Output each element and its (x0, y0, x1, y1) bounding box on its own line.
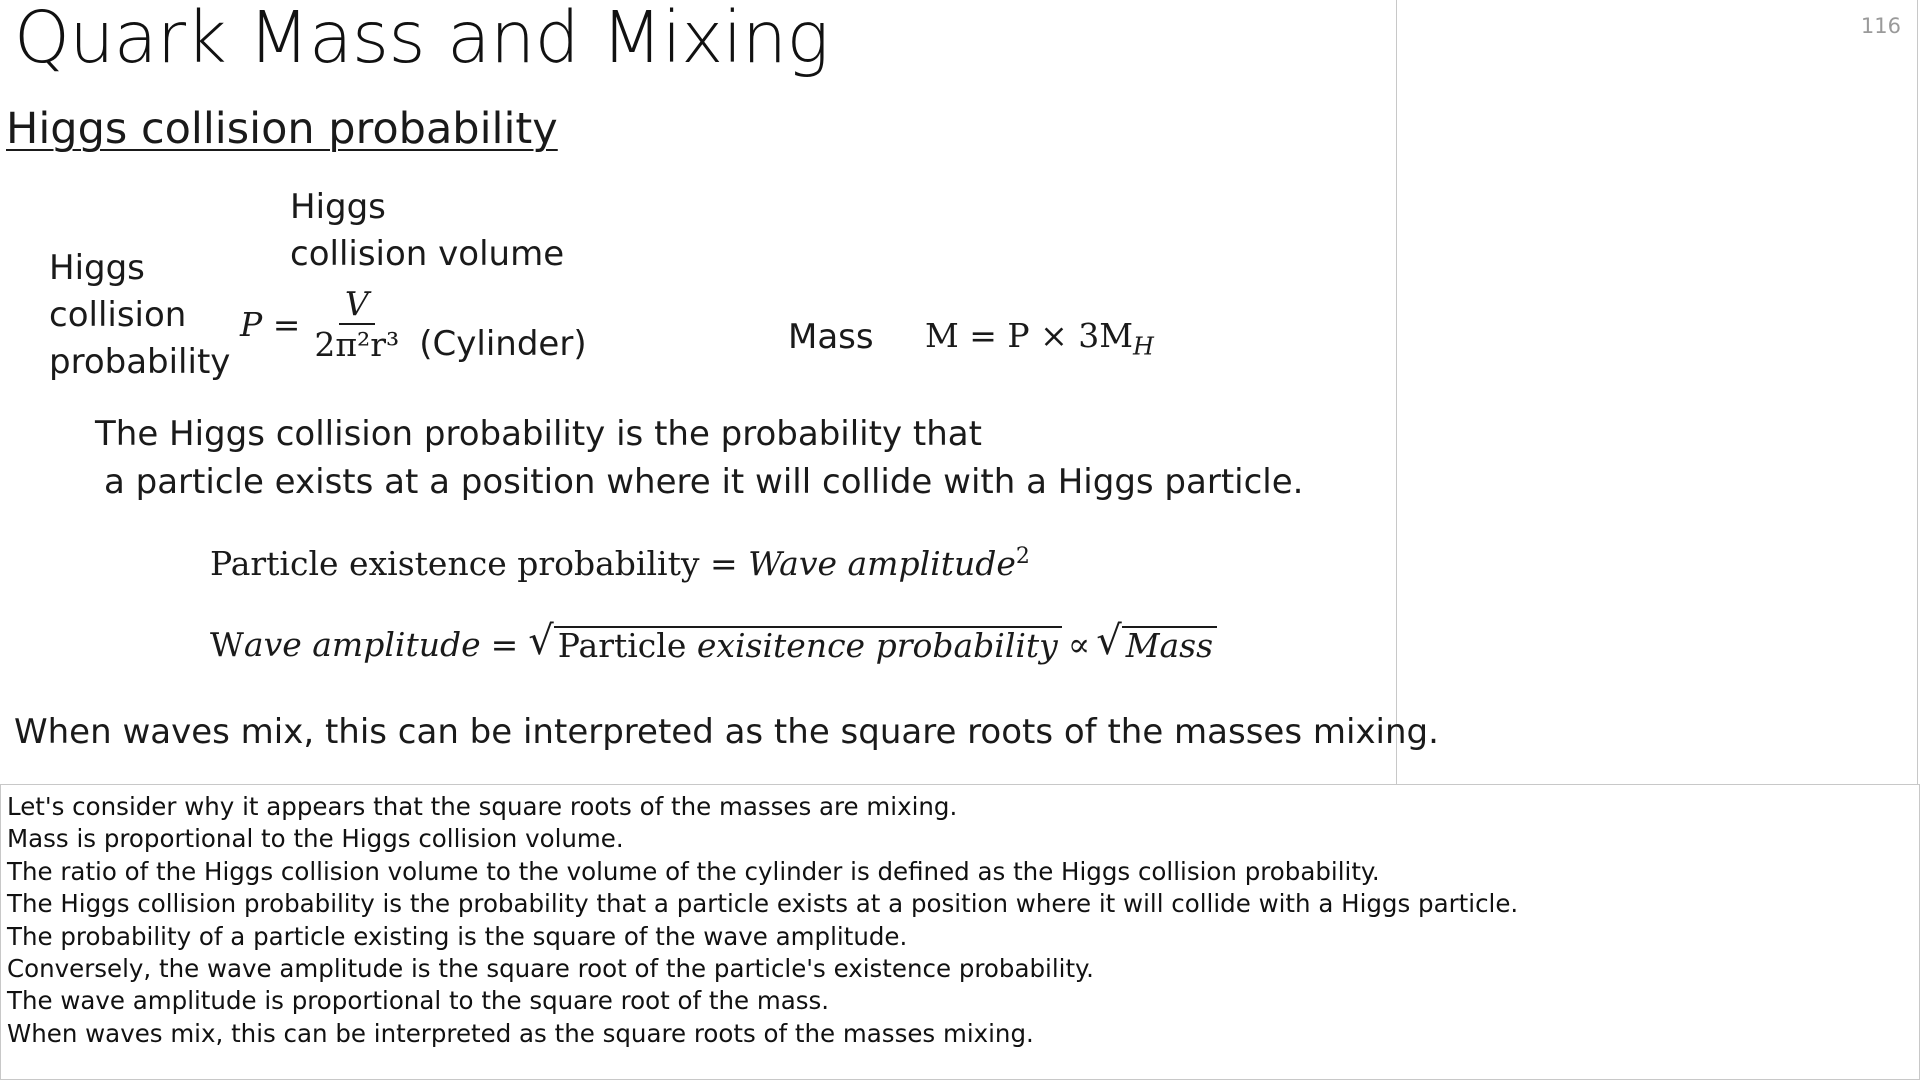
eq1-rhs: Wave amplitude (748, 544, 1016, 583)
existence-probability-equation (210, 544, 1030, 583)
sqrt-symbol: √ (528, 618, 554, 664)
probability-label (49, 245, 230, 386)
mass-equation-sub: H (1133, 332, 1154, 361)
eq-p-note: (Cylinder) (419, 324, 587, 364)
eq-p-numerator: V (339, 284, 375, 325)
probability-label-line1: Higgs (49, 248, 145, 288)
eq2-lhs-rest: ave amplitude (243, 625, 481, 664)
eq2-proportional: ∝ (1067, 625, 1091, 664)
slide-subtitle: Higgs collision probability (6, 104, 558, 154)
eq-p-fraction (308, 284, 405, 364)
eq1-sup: 2 (1015, 544, 1030, 569)
page-number: 116 (1860, 14, 1901, 38)
notes-line: Conversely, the wave amplitude is the square root of the particle's existence probability. (7, 954, 1094, 984)
eq1-lhs: Particle existence probability = (210, 544, 749, 583)
eq2-sqrt-italic: exisitence probability (696, 625, 1058, 665)
eq2-sqrt-body (554, 626, 1062, 664)
probability-label-line2: collision (49, 295, 187, 335)
mass-label: Mass (788, 317, 874, 357)
eq2-sqrt-mass: Mass (1122, 626, 1217, 664)
volume-label (290, 184, 564, 278)
definition-line-2: a particle exists at a position where it will collide with a Higgs particle. (104, 462, 1304, 502)
mass-equation-body: M = P × 3M (925, 316, 1134, 355)
notes-line: Mass is proportional to the Higgs collision volume. (7, 824, 624, 854)
definition-line-1: The Higgs collision probability is the probability that (95, 414, 982, 454)
notes-line: The probability of a particle existing is the square of the wave amplitude. (7, 921, 908, 951)
probability-equation (240, 284, 587, 364)
probability-label-line3: probability (49, 342, 231, 382)
speaker-notes[interactable] (0, 784, 1920, 1080)
side-panel (1396, 0, 1918, 784)
conclusion-text: When waves mix, this can be interpreted as the square roots of the masses mixing. (14, 712, 1439, 752)
sqrt-symbol-2: √ (1096, 618, 1122, 664)
slide-title: Quark Mass and Mixing (14, 0, 829, 79)
notes-line: Let's consider why it appears that the square roots of the masses are mixing. (7, 792, 958, 821)
eq-p-lhs: P = (240, 304, 301, 344)
mass-equation (925, 316, 1154, 361)
notes-line: The Higgs collision probability is the probability that a particle exists at a position where it will collide with a Higgs particle. (7, 889, 1519, 919)
wave-amplitude-equation (210, 618, 1217, 664)
eq-p-denominator: 2π²r³ (314, 325, 400, 364)
notes-line: The ratio of the Higgs collision volume to the volume of the cylinder is defined as the Higgs collision probability. (7, 856, 1380, 886)
notes-line: The wave amplitude is proportional to the square root of the mass. (7, 986, 830, 1016)
volume-label-line1: Higgs (290, 187, 386, 227)
eq2-w: W (210, 625, 244, 664)
notes-line: When waves mix, this can be interpreted as the square roots of the masses mixing. (7, 1018, 1034, 1048)
eq2-sqrt-roman: Particle (557, 625, 697, 665)
eq2-equals: = (490, 625, 519, 664)
volume-label-line2: collision volume (290, 234, 565, 274)
